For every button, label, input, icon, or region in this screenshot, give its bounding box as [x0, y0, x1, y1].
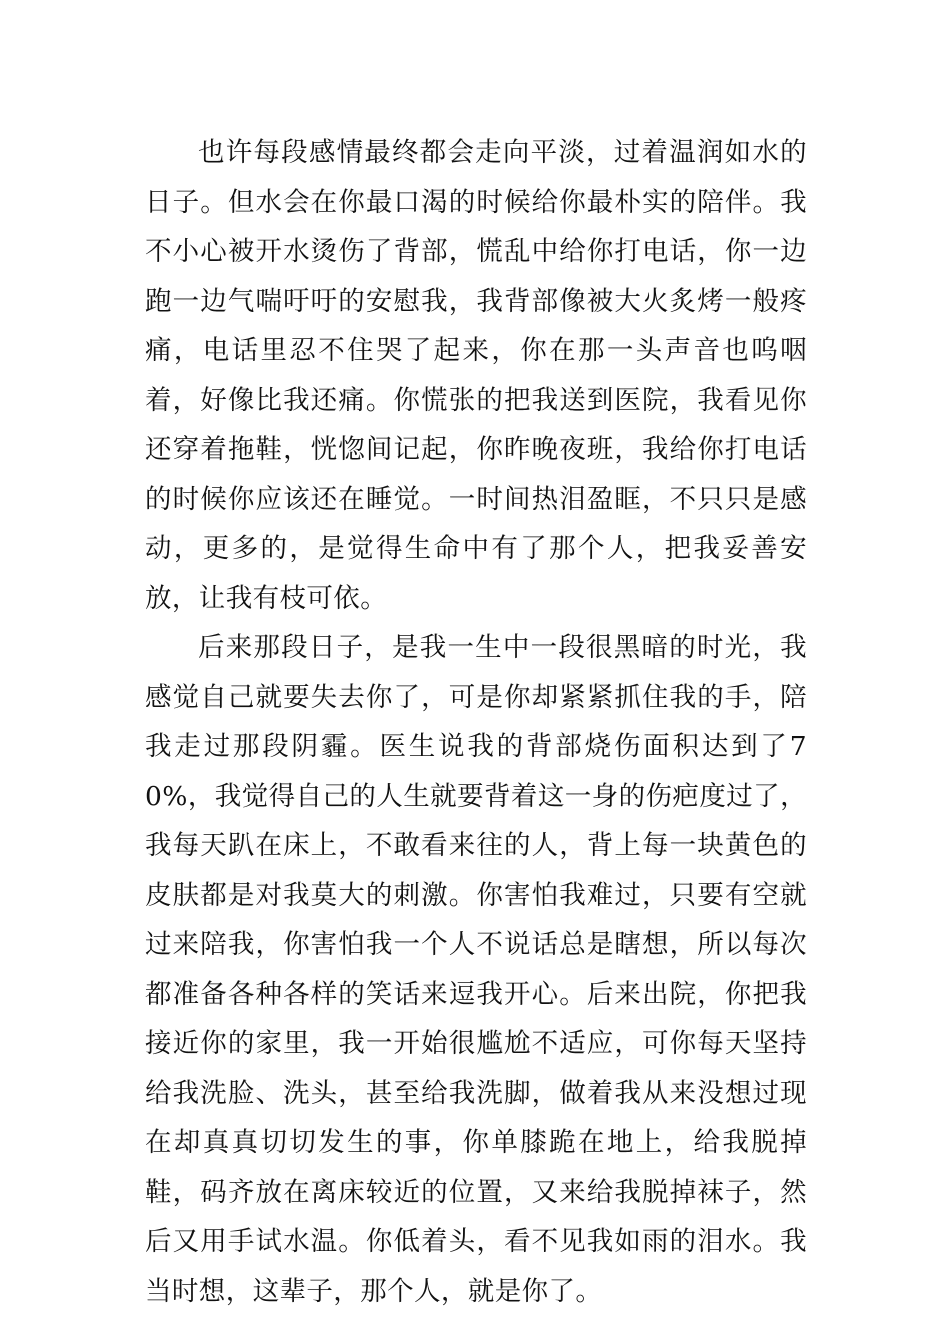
paragraph-2: 后来那段日子，是我一生中一段很黑暗的时光，我感觉自己就要失去你了，可是你却紧紧抓住我的手，陪我走过那段阴霾。医生说我的背部烧伤面积达到了70%，我觉得自己的人生就要背着这一身的伤疤度过了，我每天趴在床上，不敢看来往的人，背上每一块黄色的皮肤都是对我莫大的刺激。你害怕我难过，只要有空就过来陪我，你害怕我一个人不说话总是瞎想，所以每次都准备各种各样的笑话来逗我开心。后来出院，你把我接近你的家里，我一开始很尴尬不适应，可你每天坚持给我洗脸、洗头，甚至给我洗脚，做着我从来没想过现在却真真切切发生的事，你单膝跪在地上，给我脱掉鞋，码齐放在离床较近的位置，又来给我脱掉袜子，然后又用手试水温。你低着头，看不见我如雨的泪水。我当时想，这辈子，那个人，就是你了。: [145, 632, 807, 1307]
document-page: [145, 128, 807, 1316]
paragraph-1: 也许每段感情最终都会走向平淡，过着温润如水的日子。但水会在你最口渴的时候给你最朴实的陪伴。我不小心被开水烫伤了背部，慌乱中给你打电话，你一边跑一边气喘吁吁的安慰我，我背部像被大火炙烤一般疼痛，电话里忍不住哭了起来，你在那一头声音也呜咽着，好像比我还痛。你慌张的把我送到医院，我看见你还穿着拖鞋，恍惚间记起，你昨晚夜班，我给你打电话的时候你应该还在睡觉。一时间热泪盈眶，不只只是感动，更多的，是觉得生命中有了那个人，把我妥善安放，让我有枝可依。: [145, 137, 807, 614]
